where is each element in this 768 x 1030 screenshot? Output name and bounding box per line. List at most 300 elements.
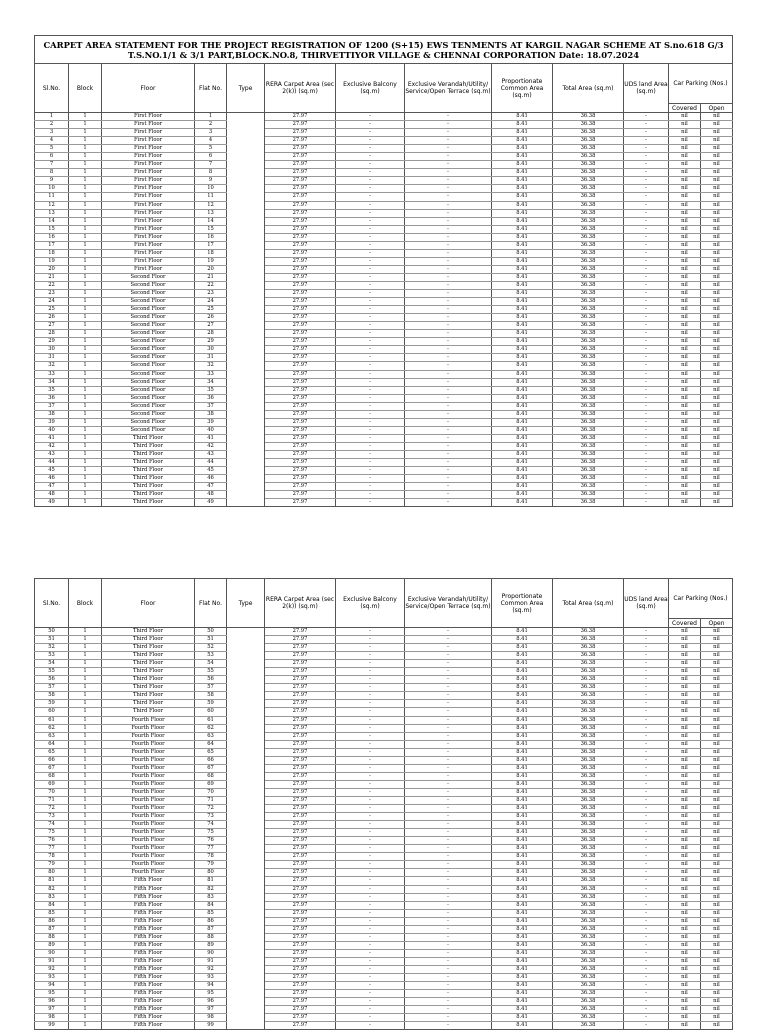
- cell-total-area: 36.38: [553, 129, 624, 137]
- cell-common-area: 8.41: [492, 901, 553, 909]
- cell-type: [227, 467, 265, 475]
- cell-common-area: 8.41: [492, 467, 553, 475]
- cell-total-area: 36.38: [553, 998, 624, 1006]
- cell-verandah: -: [405, 290, 492, 298]
- cell-covered: nil: [669, 821, 701, 829]
- cell-covered: nil: [669, 853, 701, 861]
- cell-verandah: -: [405, 1022, 492, 1030]
- cell-verandah: -: [405, 306, 492, 314]
- cell-covered: nil: [669, 137, 701, 145]
- cell-rera-carpet: 27.97: [265, 700, 336, 708]
- cell-balcony: -: [336, 748, 405, 756]
- table-row: [35, 909, 733, 917]
- cell-covered: nil: [669, 330, 701, 338]
- cell-rera-carpet: 27.97: [265, 772, 336, 780]
- cell-common-area: 8.41: [492, 475, 553, 483]
- cell-common-area: 8.41: [492, 990, 553, 998]
- cell-rera-carpet: 27.97: [265, 901, 336, 909]
- cell-type: [227, 491, 265, 499]
- cell-type: [227, 499, 265, 507]
- cell-sl-no: 48: [35, 491, 69, 499]
- cell-type: [227, 998, 265, 1006]
- cell-verandah: -: [405, 636, 492, 644]
- cell-uds: -: [624, 241, 669, 249]
- cell-total-area: 36.38: [553, 483, 624, 491]
- cell-uds: -: [624, 378, 669, 386]
- cell-total-area: 36.38: [553, 732, 624, 740]
- cell-open: nil: [701, 949, 733, 957]
- table-row: [35, 684, 733, 692]
- cell-verandah: -: [405, 386, 492, 394]
- cell-common-area: 8.41: [492, 772, 553, 780]
- cell-open: nil: [701, 257, 733, 265]
- cell-rera-carpet: 27.97: [265, 265, 336, 273]
- cell-verandah: -: [405, 949, 492, 957]
- cell-block: 1: [69, 475, 102, 483]
- cell-flat-no: 43: [195, 450, 227, 458]
- cell-total-area: 36.38: [553, 394, 624, 402]
- cell-uds: -: [624, 113, 669, 121]
- table-row: [35, 249, 733, 257]
- cell-type: [227, 410, 265, 418]
- cell-sl-no: 90: [35, 949, 69, 957]
- cell-total-area: 36.38: [553, 161, 624, 169]
- cell-rera-carpet: 27.97: [265, 925, 336, 933]
- cell-block: 1: [69, 877, 102, 885]
- cell-type: [227, 217, 265, 225]
- cell-type: [227, 153, 265, 161]
- cell-balcony: -: [336, 314, 405, 322]
- cell-balcony: -: [336, 249, 405, 257]
- cell-type: [227, 732, 265, 740]
- cell-sl-no: 45: [35, 467, 69, 475]
- cell-balcony: -: [336, 861, 405, 869]
- table-row: [35, 410, 733, 418]
- cell-balcony: -: [336, 418, 405, 426]
- cell-rera-carpet: 27.97: [265, 225, 336, 233]
- cell-flat-no: 8: [195, 169, 227, 177]
- carpet-area-table-1: [34, 35, 733, 507]
- cell-type: [227, 861, 265, 869]
- cell-verandah: -: [405, 314, 492, 322]
- cell-uds: -: [624, 434, 669, 442]
- cell-floor: Fifth Floor: [102, 941, 195, 949]
- cell-flat-no: 81: [195, 877, 227, 885]
- cell-uds: -: [624, 209, 669, 217]
- cell-total-area: 36.38: [553, 442, 624, 450]
- col-header-covered: Covered: [669, 619, 701, 628]
- cell-sl-no: 19: [35, 257, 69, 265]
- cell-block: 1: [69, 724, 102, 732]
- cell-floor: Fourth Floor: [102, 732, 195, 740]
- cell-verandah: -: [405, 764, 492, 772]
- cell-common-area: 8.41: [492, 129, 553, 137]
- cell-verandah: -: [405, 974, 492, 982]
- cell-covered: nil: [669, 740, 701, 748]
- cell-common-area: 8.41: [492, 917, 553, 925]
- cell-sl-no: 63: [35, 732, 69, 740]
- cell-balcony: -: [336, 668, 405, 676]
- cell-common-area: 8.41: [492, 668, 553, 676]
- cell-block: 1: [69, 225, 102, 233]
- cell-rera-carpet: 27.97: [265, 780, 336, 788]
- cell-rera-carpet: 27.97: [265, 386, 336, 394]
- cell-uds: -: [624, 708, 669, 716]
- cell-total-area: 36.38: [553, 708, 624, 716]
- table-row: [35, 949, 733, 957]
- cell-block: 1: [69, 121, 102, 129]
- cell-rera-carpet: 27.97: [265, 450, 336, 458]
- cell-flat-no: 59: [195, 700, 227, 708]
- cell-type: [227, 185, 265, 193]
- cell-covered: nil: [669, 475, 701, 483]
- cell-covered: nil: [669, 362, 701, 370]
- cell-balcony: -: [336, 869, 405, 877]
- cell-flat-no: 86: [195, 917, 227, 925]
- cell-total-area: 36.38: [553, 459, 624, 467]
- cell-uds: -: [624, 684, 669, 692]
- cell-floor: Fourth Floor: [102, 845, 195, 853]
- cell-balcony: -: [336, 330, 405, 338]
- cell-verandah: -: [405, 225, 492, 233]
- cell-open: nil: [701, 233, 733, 241]
- cell-rera-carpet: 27.97: [265, 426, 336, 434]
- cell-common-area: 8.41: [492, 330, 553, 338]
- cell-floor: First Floor: [102, 233, 195, 241]
- col-header-verandah: Exclusive Verandah/Utility/ Service/Open Terrace (sq.m): [405, 64, 492, 113]
- cell-uds: -: [624, 161, 669, 169]
- cell-uds: -: [624, 853, 669, 861]
- cell-open: nil: [701, 306, 733, 314]
- cell-flat-no: 77: [195, 845, 227, 853]
- cell-sl-no: 82: [35, 885, 69, 893]
- cell-type: [227, 684, 265, 692]
- cell-covered: nil: [669, 290, 701, 298]
- table-row: [35, 129, 733, 137]
- cell-sl-no: 91: [35, 957, 69, 965]
- cell-covered: nil: [669, 982, 701, 990]
- cell-sl-no: 99: [35, 1022, 69, 1030]
- cell-balcony: -: [336, 941, 405, 949]
- cell-block: 1: [69, 909, 102, 917]
- cell-rera-carpet: 27.97: [265, 668, 336, 676]
- cell-rera-carpet: 27.97: [265, 161, 336, 169]
- cell-floor: Fifth Floor: [102, 893, 195, 901]
- cell-block: 1: [69, 861, 102, 869]
- cell-flat-no: 5: [195, 145, 227, 153]
- cell-type: [227, 257, 265, 265]
- cell-rera-carpet: 27.97: [265, 201, 336, 209]
- cell-sl-no: 83: [35, 893, 69, 901]
- cell-verandah: -: [405, 925, 492, 933]
- document-title: CARPET AREA STATEMENT FOR THE PROJECT REGISTRATION OF 1200 (S+15) EWS TENMENTS AT KARGIL NAGAR SCHEME AT S.no.618 G/3 T.S.NO.1/1 & 3/1 PART,BLOCK.NO.8, THIRVETTIYOR VILLAGE & CHENNAI CORPORATION Date: 18.07.2024: [35, 36, 733, 64]
- cell-open: nil: [701, 756, 733, 764]
- cell-verandah: -: [405, 426, 492, 434]
- cell-common-area: 8.41: [492, 499, 553, 507]
- cell-common-area: 8.41: [492, 1014, 553, 1022]
- cell-sl-no: 7: [35, 161, 69, 169]
- cell-floor: Third Floor: [102, 491, 195, 499]
- table-row: [35, 965, 733, 973]
- cell-type: [227, 805, 265, 813]
- col-header-balcony: Exclusive Balcony (sq.m): [336, 64, 405, 113]
- table-row: [35, 821, 733, 829]
- cell-balcony: -: [336, 982, 405, 990]
- cell-open: nil: [701, 813, 733, 821]
- cell-total-area: 36.38: [553, 917, 624, 925]
- cell-sl-no: 34: [35, 378, 69, 386]
- cell-block: 1: [69, 169, 102, 177]
- cell-verandah: -: [405, 402, 492, 410]
- table-row: [35, 459, 733, 467]
- cell-uds: -: [624, 660, 669, 668]
- cell-rera-carpet: 27.97: [265, 410, 336, 418]
- cell-rera-carpet: 27.97: [265, 660, 336, 668]
- cell-type: [227, 330, 265, 338]
- cell-covered: nil: [669, 298, 701, 306]
- cell-sl-no: 39: [35, 418, 69, 426]
- table-row: [35, 813, 733, 821]
- table-row: [35, 402, 733, 410]
- cell-type: [227, 265, 265, 273]
- cell-rera-carpet: 27.97: [265, 837, 336, 845]
- table-row: [35, 933, 733, 941]
- table-row: [35, 169, 733, 177]
- cell-open: nil: [701, 450, 733, 458]
- cell-sl-no: 70: [35, 788, 69, 796]
- cell-rera-carpet: 27.97: [265, 732, 336, 740]
- cell-open: nil: [701, 442, 733, 450]
- table-row: [35, 475, 733, 483]
- cell-rera-carpet: 27.97: [265, 137, 336, 145]
- cell-uds: -: [624, 933, 669, 941]
- table-row: [35, 796, 733, 804]
- cell-total-area: 36.38: [553, 837, 624, 845]
- cell-total-area: 36.38: [553, 426, 624, 434]
- cell-rera-carpet: 27.97: [265, 378, 336, 386]
- cell-common-area: 8.41: [492, 877, 553, 885]
- cell-common-area: 8.41: [492, 982, 553, 990]
- cell-floor: Fourth Floor: [102, 796, 195, 804]
- cell-rera-carpet: 27.97: [265, 716, 336, 724]
- cell-balcony: -: [336, 917, 405, 925]
- cell-open: nil: [701, 185, 733, 193]
- cell-balcony: -: [336, 998, 405, 1006]
- cell-flat-no: 74: [195, 821, 227, 829]
- cell-total-area: 36.38: [553, 306, 624, 314]
- table-row: [35, 644, 733, 652]
- cell-open: nil: [701, 788, 733, 796]
- cell-flat-no: 23: [195, 290, 227, 298]
- cell-floor: First Floor: [102, 265, 195, 273]
- cell-block: 1: [69, 153, 102, 161]
- cell-total-area: 36.38: [553, 225, 624, 233]
- cell-common-area: 8.41: [492, 869, 553, 877]
- cell-sl-no: 88: [35, 933, 69, 941]
- cell-verandah: -: [405, 241, 492, 249]
- cell-floor: First Floor: [102, 169, 195, 177]
- cell-floor: Second Floor: [102, 386, 195, 394]
- cell-floor: First Floor: [102, 193, 195, 201]
- cell-floor: Fifth Floor: [102, 965, 195, 973]
- col-header-balcony: Exclusive Balcony (sq.m): [336, 579, 405, 628]
- cell-floor: Second Floor: [102, 322, 195, 330]
- cell-floor: First Floor: [102, 145, 195, 153]
- cell-type: [227, 796, 265, 804]
- cell-sl-no: 43: [35, 450, 69, 458]
- cell-floor: Third Floor: [102, 676, 195, 684]
- cell-rera-carpet: 27.97: [265, 434, 336, 442]
- cell-floor: First Floor: [102, 161, 195, 169]
- cell-block: 1: [69, 201, 102, 209]
- table-row: [35, 660, 733, 668]
- cell-uds: -: [624, 748, 669, 756]
- cell-uds: -: [624, 201, 669, 209]
- table-row: [35, 362, 733, 370]
- cell-common-area: 8.41: [492, 949, 553, 957]
- cell-floor: Fourth Floor: [102, 724, 195, 732]
- cell-sl-no: 1: [35, 113, 69, 121]
- cell-common-area: 8.41: [492, 338, 553, 346]
- cell-block: 1: [69, 764, 102, 772]
- cell-floor: Fourth Floor: [102, 780, 195, 788]
- cell-covered: nil: [669, 805, 701, 813]
- cell-type: [227, 853, 265, 861]
- cell-flat-no: 48: [195, 491, 227, 499]
- cell-floor: Second Floor: [102, 306, 195, 314]
- cell-uds: -: [624, 193, 669, 201]
- cell-total-area: 36.38: [553, 137, 624, 145]
- cell-floor: Fifth Floor: [102, 877, 195, 885]
- cell-rera-carpet: 27.97: [265, 273, 336, 281]
- cell-verandah: -: [405, 145, 492, 153]
- cell-uds: -: [624, 676, 669, 684]
- cell-balcony: -: [336, 724, 405, 732]
- cell-block: 1: [69, 113, 102, 121]
- cell-total-area: 36.38: [553, 901, 624, 909]
- cell-floor: Fourth Floor: [102, 837, 195, 845]
- cell-sl-no: 76: [35, 837, 69, 845]
- cell-sl-no: 60: [35, 708, 69, 716]
- cell-uds: -: [624, 821, 669, 829]
- cell-open: nil: [701, 129, 733, 137]
- cell-floor: Fourth Floor: [102, 821, 195, 829]
- cell-uds: -: [624, 483, 669, 491]
- table-row: [35, 974, 733, 982]
- cell-open: nil: [701, 821, 733, 829]
- cell-uds: -: [624, 410, 669, 418]
- cell-rera-carpet: 27.97: [265, 113, 336, 121]
- cell-common-area: 8.41: [492, 748, 553, 756]
- cell-uds: -: [624, 756, 669, 764]
- cell-covered: nil: [669, 169, 701, 177]
- cell-total-area: 36.38: [553, 378, 624, 386]
- cell-flat-no: 9: [195, 177, 227, 185]
- cell-balcony: -: [336, 837, 405, 845]
- cell-flat-no: 89: [195, 941, 227, 949]
- cell-covered: nil: [669, 233, 701, 241]
- table-row: [35, 700, 733, 708]
- cell-sl-no: 77: [35, 845, 69, 853]
- cell-sl-no: 53: [35, 652, 69, 660]
- cell-covered: nil: [669, 459, 701, 467]
- cell-open: nil: [701, 209, 733, 217]
- cell-common-area: 8.41: [492, 1006, 553, 1014]
- cell-type: [227, 322, 265, 330]
- cell-floor: Fifth Floor: [102, 901, 195, 909]
- cell-sl-no: 75: [35, 829, 69, 837]
- cell-type: [227, 177, 265, 185]
- cell-balcony: -: [336, 394, 405, 402]
- table-row: [35, 378, 733, 386]
- cell-uds: -: [624, 1006, 669, 1014]
- cell-covered: nil: [669, 837, 701, 845]
- cell-floor: Fifth Floor: [102, 982, 195, 990]
- cell-open: nil: [701, 314, 733, 322]
- cell-flat-no: 52: [195, 644, 227, 652]
- table-row: [35, 716, 733, 724]
- cell-verandah: -: [405, 652, 492, 660]
- cell-uds: -: [624, 217, 669, 225]
- cell-type: [227, 845, 265, 853]
- cell-verandah: -: [405, 257, 492, 265]
- cell-verandah: -: [405, 298, 492, 306]
- cell-balcony: -: [336, 298, 405, 306]
- cell-block: 1: [69, 193, 102, 201]
- cell-uds: -: [624, 813, 669, 821]
- cell-block: 1: [69, 853, 102, 861]
- cell-balcony: -: [336, 225, 405, 233]
- cell-floor: Fifth Floor: [102, 949, 195, 957]
- cell-type: [227, 668, 265, 676]
- cell-sl-no: 5: [35, 145, 69, 153]
- cell-covered: nil: [669, 724, 701, 732]
- cell-common-area: 8.41: [492, 434, 553, 442]
- cell-rera-carpet: 27.97: [265, 491, 336, 499]
- col-header-type: Type: [227, 64, 265, 113]
- cell-type: [227, 724, 265, 732]
- cell-rera-carpet: 27.97: [265, 788, 336, 796]
- cell-total-area: 36.38: [553, 652, 624, 660]
- table-row: [35, 450, 733, 458]
- cell-rera-carpet: 27.97: [265, 467, 336, 475]
- table-row: [35, 676, 733, 684]
- cell-total-area: 36.38: [553, 796, 624, 804]
- cell-covered: nil: [669, 177, 701, 185]
- cell-total-area: 36.38: [553, 217, 624, 225]
- cell-floor: Second Floor: [102, 354, 195, 362]
- cell-verandah: -: [405, 756, 492, 764]
- cell-block: 1: [69, 434, 102, 442]
- cell-sl-no: 25: [35, 306, 69, 314]
- table-row: [35, 233, 733, 241]
- cell-floor: Third Floor: [102, 636, 195, 644]
- cell-uds: -: [624, 732, 669, 740]
- cell-common-area: 8.41: [492, 933, 553, 941]
- cell-common-area: 8.41: [492, 153, 553, 161]
- cell-type: [227, 917, 265, 925]
- cell-sl-no: 9: [35, 177, 69, 185]
- cell-type: [227, 241, 265, 249]
- table-row: [35, 346, 733, 354]
- cell-rera-carpet: 27.97: [265, 290, 336, 298]
- cell-block: 1: [69, 829, 102, 837]
- cell-verandah: -: [405, 394, 492, 402]
- cell-verandah: -: [405, 354, 492, 362]
- cell-flat-no: 75: [195, 829, 227, 837]
- cell-balcony: -: [336, 386, 405, 394]
- col-header-common-area: Proportionate Common Area (sq.m): [492, 579, 553, 628]
